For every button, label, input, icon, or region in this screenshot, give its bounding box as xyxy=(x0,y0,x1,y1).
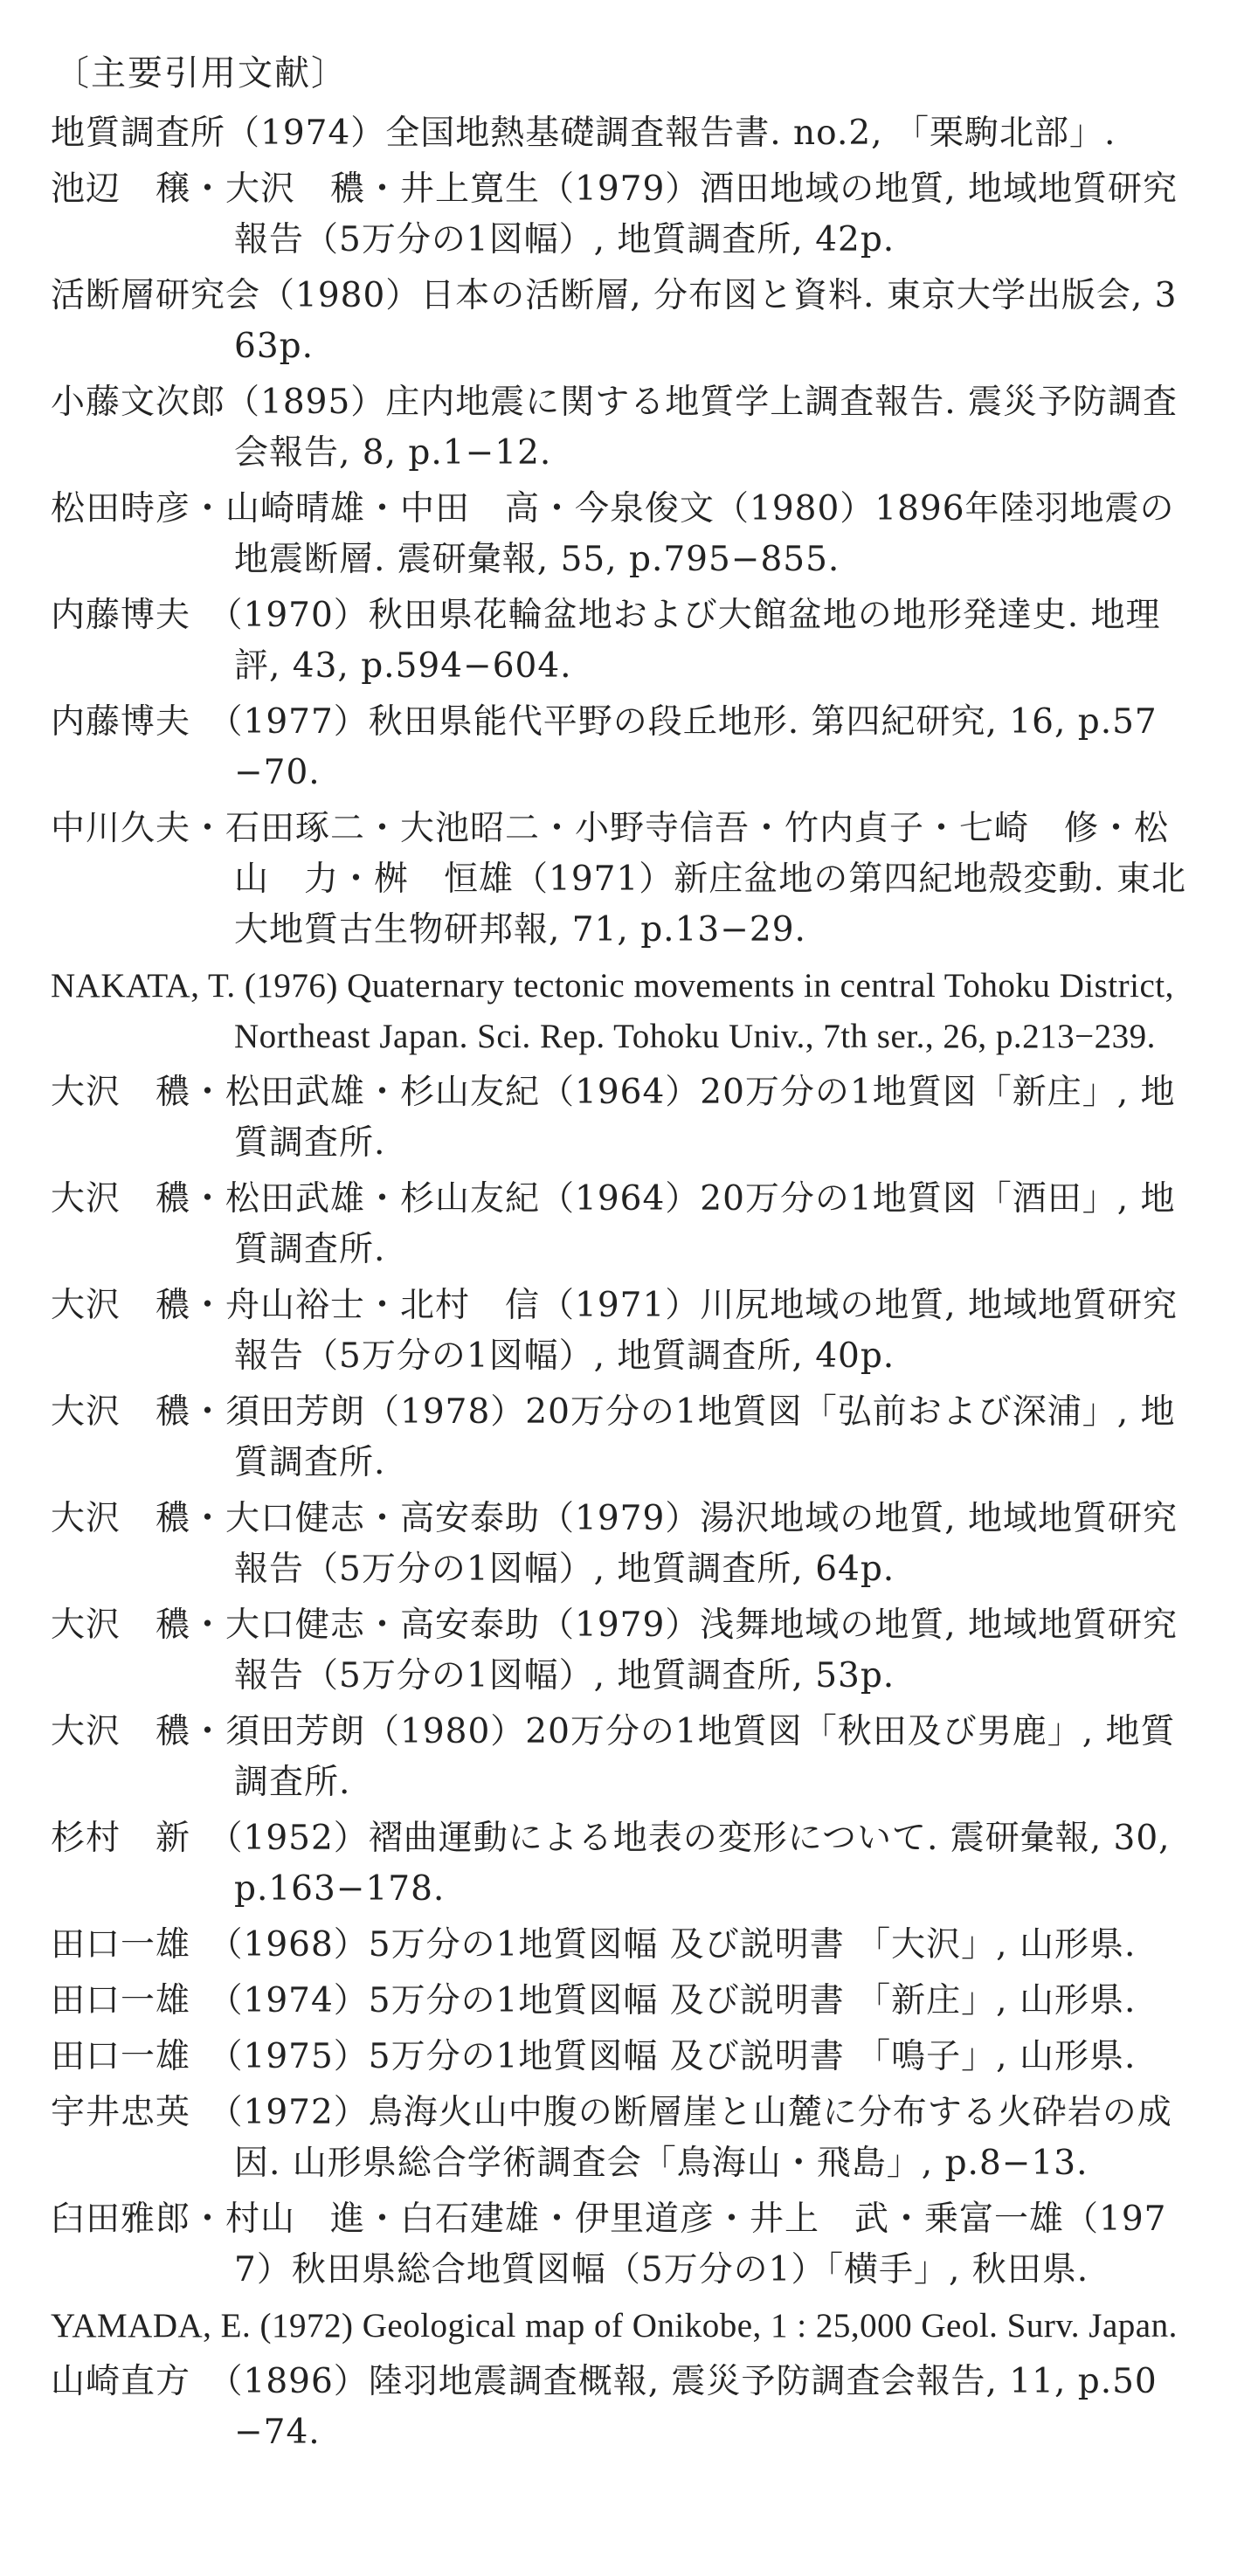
reference-entry: YAMADA, E. (1972) Geological map of Onikobe, 1 : 25,000 Geol. Surv. Japan. xyxy=(51,2307,1178,2345)
reference-entry: 山崎直方 （1896）陸羽地震調査概報, 震災予防調査会報告, 11, p.50−74. xyxy=(51,2362,1158,2452)
reference-entry: 大沢 穠・松田武雄・杉山友紀（1964）20万分の1地質図「新庄」, 地質調査所. xyxy=(51,1073,1176,1163)
reference-entry: 池辺 穣・大沢 穠・井上寛生（1979）酒田地域の地質, 地域地質研究報告（5万分の1図幅）, 地質調査所, 42p. xyxy=(51,169,1179,259)
reference-entry: 杉村 新 （1952）褶曲運動による地表の変形について. 震研彙報, 30, p.163−178. xyxy=(51,1819,1171,1909)
section-heading: 〔主要引用文献〕 xyxy=(54,53,348,93)
reference-entry: 松田時彦・山崎晴雄・中田 高・今泉俊文（1980）1896年陸羽地震の地震断層. 震研彙報, 55, p.795−855. xyxy=(51,489,1175,579)
reference-entry: NAKATA, T. (1976) Quaternary tectonic movements in central Tohoku District, Northeast Japan. Sci. Rep. Tohoku Univ., 7th ser., 26, p.213−239. xyxy=(51,967,1174,1055)
reference-entry: 大沢 穠・大口健志・高安泰助（1979）浅舞地域の地質, 地域地質研究報告（5万分の1図幅）, 地質調査所, 53p. xyxy=(51,1606,1179,1695)
reference-entry: 大沢 穠・須田芳朗（1978）20万分の1地質図「弘前および深浦」, 地質調査所. xyxy=(51,1392,1176,1482)
reference-entry: 大沢 穠・須田芳朗（1980）20万分の1地質図「秋田及び男鹿」, 地質調査所. xyxy=(51,1712,1176,1802)
reference-entry: 宇井忠英 （1972）鳥海火山中腹の断層崖と山麓に分布する火砕岩の成因. 山形県総合学術調査会「鳥海山・飛島」, p.8−13. xyxy=(51,2093,1172,2183)
reference-page xyxy=(51,49,1195,2463)
reference-list xyxy=(51,108,1195,2458)
reference-entry: 大沢 穠・松田武雄・杉山友紀（1964）20万分の1地質図「酒田」, 地質調査所. xyxy=(51,1179,1176,1269)
reference-entry: 内藤博夫 （1970）秋田県花輪盆地および大館盆地の地形発達史. 地理評, 43, p.594−604. xyxy=(51,596,1161,686)
reference-entry: 大沢 穠・舟山裕士・北村 信（1971）川尻地域の地質, 地域地質研究報告（5万分の1図幅）, 地質調査所, 40p. xyxy=(51,1286,1179,1376)
reference-entry: 田口一雄 （1968）5万分の1地質図幅 及び説明書 「大沢」, 山形県. xyxy=(51,1925,1137,1965)
reference-entry: 大沢 穠・大口健志・高安泰助（1979）湯沢地域の地質, 地域地質研究報告（5万分の1図幅）, 地質調査所, 64p. xyxy=(51,1499,1179,1589)
reference-entry: 臼田雅郎・村山 進・白石建雄・伊里道彦・井上 武・乗富一雄（1977）秋田県総合地質図幅（5万分の1）「横手」, 秋田県. xyxy=(51,2200,1167,2289)
reference-entry: 田口一雄 （1975）5万分の1地質図幅 及び説明書 「鳴子」, 山形県. xyxy=(51,2037,1137,2076)
reference-entry: 小藤文次郎（1895）庄内地震に関する地質学上調査報告. 震災予防調査会報告, 8, p.1−12. xyxy=(51,383,1179,473)
reference-entry: 活断層研究会（1980）日本の活断層, 分布図と資料. 東京大学出版会, 363p. xyxy=(51,276,1178,366)
reference-entry: 地質調査所（1974）全国地熱基礎調査報告書. no.2, 「栗駒北部」. xyxy=(51,114,1116,153)
reference-entry: 中川久夫・石田琢二・大池昭二・小野寺信吾・竹内貞子・七崎 修・松山 力・桝 恒雄（1971）新庄盆地の第四紀地殻変動. 東北大地質古生物研邦報, 71, p.13−29. xyxy=(51,809,1187,950)
reference-entry: 田口一雄 （1974）5万分の1地質図幅 及び説明書 「新庄」, 山形県. xyxy=(51,1981,1137,2020)
reference-entry: 内藤博夫 （1977）秋田県能代平野の段丘地形. 第四紀研究, 16, p.57−70. xyxy=(51,702,1158,792)
